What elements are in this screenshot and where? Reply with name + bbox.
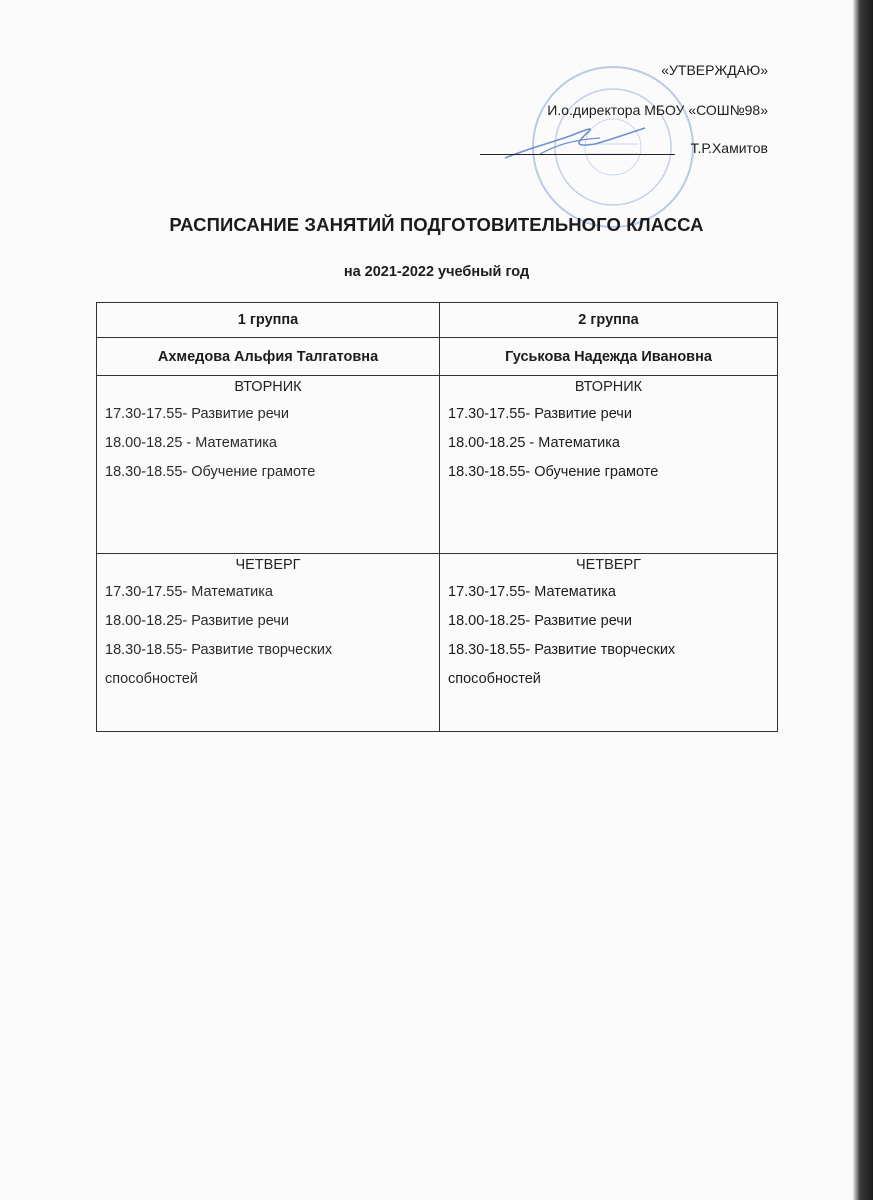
scan-edge [853, 0, 873, 1200]
lesson: 18.30-18.55- Обучение грамоте [105, 464, 316, 480]
group-1-thursday-cell [97, 554, 440, 732]
group-2-thursday-cell [440, 554, 778, 732]
group-header-row [97, 303, 778, 338]
lesson: 18.30-18.55- Обучение грамоте [448, 464, 659, 480]
group-2-label: 2 группа [440, 303, 778, 338]
signature-line [480, 154, 675, 155]
lesson: 18.00-18.25- Развитие речи [105, 613, 289, 629]
group-2-tuesday-cell [440, 376, 778, 554]
lesson: 17.30-17.55- Математика [105, 584, 273, 600]
director-name: Т.Р.Хамитов [690, 140, 768, 156]
page-subtitle: на 2021-2022 учебный год [343, 264, 530, 280]
lesson: 18.00-18.25 - Математика [448, 435, 620, 451]
director-position: И.о.директора МБОУ «СОШ№98» [547, 102, 768, 118]
lesson: способностей [448, 671, 541, 687]
group-2-teacher: Гуськова Надежда Ивановна [440, 338, 778, 376]
schedule-table [96, 302, 778, 732]
approve-label: «УТВЕРЖДАЮ» [661, 62, 768, 78]
teacher-row [97, 338, 778, 376]
thursday-row [97, 554, 778, 732]
day-name: ЧЕТВЕРГ [575, 557, 642, 573]
group-1-label: 1 группа [97, 303, 440, 338]
page-title: РАСПИСАНИЕ ЗАНЯТИЙ ПОДГОТОВИТЕЛЬНОГО КЛАССА [169, 214, 704, 235]
lesson: 17.30-17.55- Развитие речи [448, 406, 632, 422]
lesson: 18.30-18.55- Развитие творческих [448, 642, 676, 658]
lesson: способностей [105, 671, 198, 687]
lesson: 17.30-17.55- Развитие речи [105, 406, 289, 422]
group-1-tuesday-cell [97, 376, 440, 554]
lesson: 18.30-18.55- Развитие творческих [105, 642, 333, 658]
tuesday-row [97, 376, 778, 554]
lesson: 18.00-18.25 - Математика [105, 435, 277, 451]
group-1-teacher: Ахмедова Альфия Талгатовна [97, 338, 440, 376]
director-signature [500, 118, 650, 168]
day-name: ВТОРНИК [234, 379, 302, 395]
lesson: 18.00-18.25- Развитие речи [448, 613, 632, 629]
lesson: 17.30-17.55- Математика [448, 584, 616, 600]
day-name: ВТОРНИК [574, 379, 643, 395]
day-name: ЧЕТВЕРГ [235, 557, 301, 573]
